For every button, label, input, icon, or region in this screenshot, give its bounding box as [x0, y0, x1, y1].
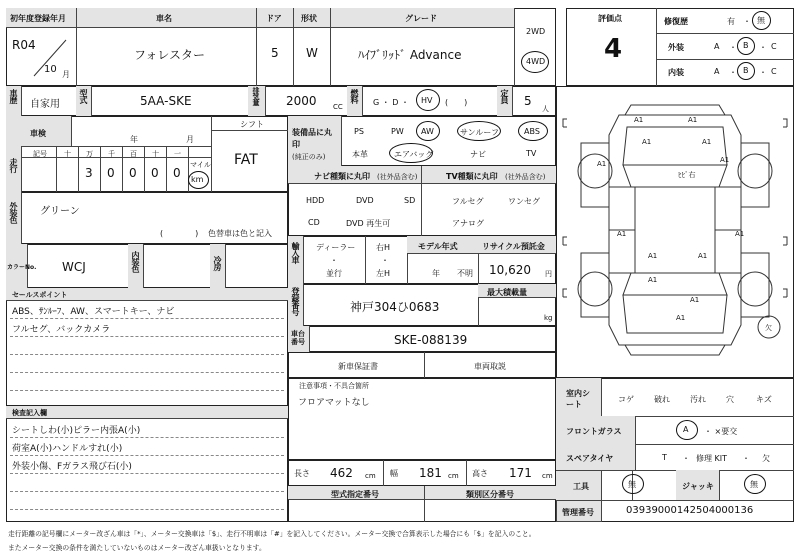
registration-label: 登録番号: [291, 287, 300, 315]
shaken-year-unit: 年: [130, 135, 138, 144]
fuel-options: G ・ D ・: [373, 98, 409, 107]
equipment-sub: (純正のみ): [292, 153, 326, 161]
damage-mark: A1: [702, 138, 712, 146]
color-note-paren: ( ): [160, 229, 199, 238]
repair-label: 修復歴: [664, 17, 688, 26]
damage-mark: A1: [735, 230, 745, 238]
windshield-mark: ﾋﾋﾞ右: [678, 171, 696, 179]
digit-label: 十: [64, 150, 71, 158]
import-parallel: 並行: [326, 269, 342, 278]
kg-unit: kg: [544, 314, 553, 322]
color-value: グリーン: [40, 206, 80, 217]
inspector-line: シートしわ(小)ピラー内張A(小): [12, 426, 141, 436]
mgmt-value: 03939000142504000136: [626, 505, 754, 516]
displacement-label: 排気量: [252, 87, 260, 105]
interior-grade-a: A: [714, 67, 720, 76]
import-label: 輸入車: [291, 242, 300, 263]
model-value: 5AA-SKE: [140, 94, 192, 108]
spare-item: ・: [742, 454, 750, 463]
flaw-mark: 欠: [765, 324, 772, 332]
tv-sub: (社外品含む): [505, 173, 546, 181]
score-value: 4: [604, 34, 623, 64]
digit-label: 百: [130, 150, 137, 158]
shift-label: シフト: [240, 120, 264, 129]
warranty-row: [288, 352, 556, 378]
reg-era: R04: [12, 38, 36, 52]
model-year-unit: 年: [432, 269, 440, 278]
shape-label: 形状: [301, 14, 317, 23]
navi-label: ナビ種類に丸印: [314, 172, 370, 181]
car-name-label: 車名: [156, 14, 172, 23]
seat-item: 破れ: [654, 395, 670, 404]
digit-label: 万: [86, 150, 93, 158]
damage-mark: A1: [690, 296, 700, 304]
color-no-value: WCJ: [62, 260, 86, 274]
tv-item: フルセグ: [452, 197, 484, 206]
equip-item: 本革: [352, 150, 368, 159]
interior-grade-b: B: [743, 66, 749, 75]
mile-label: マイル: [190, 161, 211, 169]
repair-yes: 有: [727, 17, 735, 26]
fuel-hv: HV: [421, 96, 433, 105]
equip-aw-circle: [416, 121, 440, 141]
interior-label: 内装: [668, 68, 684, 77]
class-no-label: 類別区分番号: [466, 490, 514, 499]
digit-label: 十: [152, 150, 159, 158]
equip-item: ナビ: [470, 150, 486, 159]
equip-item: AW: [421, 127, 434, 136]
equip-item: TV: [526, 149, 537, 158]
equip-airbag-circle: [389, 143, 433, 163]
navi-sub: (社外品含む): [377, 173, 418, 181]
sales-point-line: ABS、ｻﾝﾙｰﾌ、AW、スマートキー、ナビ: [12, 307, 175, 317]
import-dealer: ディーラー: [316, 243, 356, 252]
tv-item: ワンセグ: [508, 197, 540, 206]
navi-item: CD: [308, 218, 320, 227]
inspector-line: 外装小傷、Fガラス飛び石(小): [12, 462, 132, 472]
km-label: km: [191, 175, 204, 184]
color-label: 外装色: [9, 202, 18, 223]
damage-mark: A1: [634, 116, 644, 124]
mileage-digit: 0: [107, 166, 115, 180]
equip-item: サンルーフ: [460, 128, 499, 137]
width-value: 181: [419, 466, 442, 480]
door-count: 5: [271, 46, 279, 60]
inspector-label: 検査記入欄: [12, 409, 47, 417]
equip-sunroof-circle: [457, 121, 501, 141]
navi-item: DVD: [356, 196, 374, 205]
recycle-label: リサイクル預託金: [482, 242, 545, 251]
tv-label: TV種類に丸印: [446, 172, 498, 181]
interior-grade-c: C: [771, 67, 777, 76]
sales-point-line: フルセグ、バックカメラ: [12, 325, 111, 335]
color-note: 色替車は色と記入: [208, 229, 272, 238]
cooling-label: 冷房: [213, 256, 222, 270]
equip-item: PW: [391, 127, 404, 136]
damage-mark: A1: [676, 314, 686, 322]
body-shape: W: [306, 46, 318, 60]
shaken-month-unit: 月: [186, 135, 194, 144]
interior-color-label: 内装色: [131, 251, 140, 272]
damage-mark: A1: [642, 138, 652, 146]
length-label: 長さ: [294, 469, 310, 478]
mileage-label: 走行: [9, 158, 18, 172]
model-label: 型式: [79, 89, 88, 103]
width-label: 幅: [390, 469, 398, 478]
seat-item: コゲ: [618, 395, 634, 404]
damage-mark: A1: [698, 252, 708, 260]
sales-point-label: セールスポイント: [12, 291, 68, 299]
mgmt-label: 管理番号: [562, 508, 594, 517]
damage-mark: A1: [597, 160, 607, 168]
header-label-band: [6, 8, 514, 28]
chassis-value: SKE-088139: [394, 333, 468, 347]
reg-month-unit: 月: [62, 70, 70, 79]
spare-item: 欠: [762, 454, 770, 463]
shift-value: FAT: [234, 152, 258, 168]
score-label: 評価点: [598, 14, 622, 23]
spare-item: 修理 KIT: [696, 454, 728, 463]
equip-item: ABS: [524, 127, 540, 136]
mileage-digit: 3: [85, 166, 93, 180]
length-value: 462: [330, 466, 353, 480]
chassis-label: 車台番号: [291, 330, 305, 346]
door-label: ドア: [266, 14, 282, 23]
mileage-digit: 0: [173, 166, 181, 180]
grade-value: ﾊｲﾌﾞﾘｯﾄﾞ Advance: [358, 48, 462, 62]
equipment-label: 装備品に丸印: [292, 128, 332, 149]
damage-mark: A1: [648, 252, 658, 260]
front-glass-label: フロントガラス: [566, 427, 622, 436]
spare-item: T: [662, 453, 667, 462]
capacity-value: 5: [524, 94, 532, 108]
seat-item: 汚れ: [690, 395, 706, 404]
exterior-grade-b: B: [743, 41, 749, 50]
navi-item: DVD 再生可: [346, 219, 391, 228]
model-year-value: 不明: [457, 269, 473, 278]
color-no-block: [6, 244, 288, 288]
import-right-h: 右H: [376, 243, 391, 252]
exterior-grade-c: C: [771, 42, 777, 51]
front-glass-rest: ・ ×要交: [704, 427, 738, 436]
notes-value: フロアマットなし: [298, 398, 370, 408]
fuel-label: 燃料: [350, 89, 359, 103]
color-no-label: カラーNo.: [7, 264, 37, 271]
recycle-value: 10,620: [489, 263, 531, 277]
seat-item: キズ: [756, 395, 772, 404]
displacement-value: 2000: [286, 94, 317, 108]
warranty-label: 新車保証書: [338, 362, 378, 371]
import-left-h: 左H: [376, 269, 391, 278]
spare-label: スペアタイヤ: [566, 454, 614, 463]
tools-label: 工具: [573, 482, 589, 491]
reg-month: 10: [44, 64, 57, 75]
fuel-paren: ( ): [445, 98, 468, 107]
registration-value: 神戸304ひ0683: [350, 300, 440, 314]
inspector-line: 荷室A(小)ハンドルすれ(小): [12, 444, 123, 454]
damage-mark: A1: [720, 156, 730, 164]
equip-abs-circle: [518, 121, 548, 141]
usage-value: 自家用: [30, 99, 60, 110]
jack-label: ジャッキ: [682, 482, 714, 491]
yen-unit: 円: [545, 270, 552, 278]
damage-mark: A1: [617, 230, 627, 238]
car-diagram: [557, 87, 793, 377]
tv-item: アナログ: [452, 219, 484, 228]
front-glass-a: A: [683, 425, 689, 434]
damage-mark: A1: [648, 276, 658, 284]
seat-item: 穴: [726, 395, 734, 404]
person-unit: 人: [542, 105, 549, 113]
exterior-label: 外装: [668, 43, 684, 52]
repair-no: 無: [757, 16, 765, 25]
digit-label: 千: [108, 150, 115, 158]
drive-4wd: 4WD: [526, 57, 546, 66]
spare-item: ・: [682, 454, 690, 463]
shaken-label: 車検: [30, 129, 46, 138]
equip-item: PS: [354, 127, 364, 136]
notes-label: 注意事項・不具合箇所: [299, 382, 369, 390]
mark-label: 記号: [33, 150, 47, 158]
capacity-label: 定員: [500, 89, 509, 103]
reg-year-label: 初年度登録年月: [10, 14, 66, 23]
footer-line1: 走行距離の記号欄にメーター改ざん車は「*」、メーター交換車は「$」、走行不明車は「#」を記入してください。メーター交換で合算表示した場合にも「$」を記入のこと。: [8, 530, 536, 538]
car-name: フォレスター: [134, 48, 206, 62]
digit-label: 一: [174, 150, 181, 158]
type-no-label: 型式指定番号: [331, 490, 379, 499]
grade-label: グレード: [405, 14, 437, 23]
height-value: 171: [509, 466, 532, 480]
manual-label: 車両取説: [474, 362, 506, 371]
cc-unit: CC: [333, 103, 343, 111]
max-load-label: 最大積載量: [487, 288, 527, 297]
equip-item: エアバッグ: [394, 150, 434, 159]
footer-line2: またメーター交換の条件を満たしていないものはメーター改ざん車扱いとなります。: [8, 544, 266, 552]
height-label: 高さ: [472, 469, 488, 478]
exterior-grade-a: A: [714, 42, 720, 51]
usage-label: 車歴: [9, 89, 18, 103]
mileage-digit: 0: [151, 166, 159, 180]
interior-seat-label: 室内シート: [566, 389, 590, 409]
tools-value: 無: [628, 480, 636, 489]
model-year-label: モデル年式: [418, 242, 458, 251]
damage-mark: A1: [688, 116, 698, 124]
jack-value: 無: [750, 480, 758, 489]
navi-item: HDD: [306, 196, 325, 205]
mileage-digit: 0: [129, 166, 137, 180]
drive-2wd: 2WD: [526, 27, 546, 36]
navi-item: SD: [404, 196, 416, 205]
